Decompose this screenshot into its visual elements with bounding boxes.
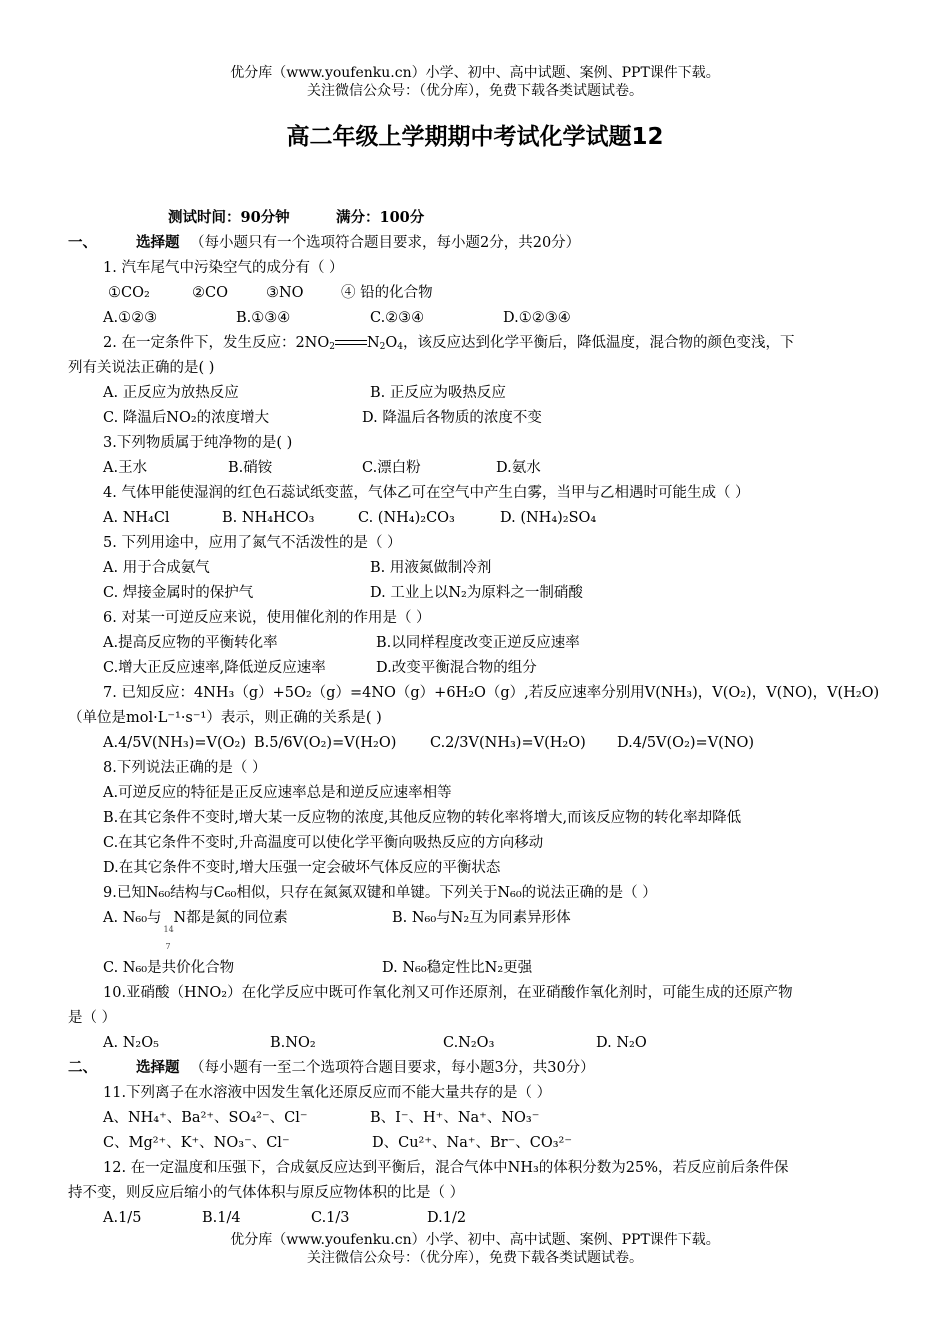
q10-stem-line-2: 是（ ） (68, 1010, 117, 1026)
footer-line-2: 关注微信公众号：（优分库），免费下载各类试题试卷。 (307, 1250, 643, 1266)
q7-option-b: B.5/6V(O₂)=V(H₂O) (254, 735, 397, 751)
q9-option-a-pre: A. N₆₀与 (103, 910, 162, 926)
q5-stem: 5. 下列用途中，应用了氮气不活泼性的是（ ） (103, 535, 402, 551)
q10-option-c: C.N₂O₃ (443, 1035, 495, 1051)
q11-option-a: A、NH₄⁺、Ba²⁺、SO₄²⁻、Cl⁻ (103, 1110, 308, 1126)
q1-item-3: ③NO (266, 285, 304, 301)
q11-option-d: D、Cu²⁺、Na⁺、Br⁻、CO₃²⁻ (372, 1135, 573, 1151)
q8-stem: 8.下列说法正确的是（ ） (103, 760, 267, 776)
q1-option-b: B.①③④ (236, 310, 291, 326)
q7-stem-line-2: （单位是mol·L⁻¹·s⁻¹）表示，则正确的关系是( ) (68, 710, 382, 726)
q4-option-b: B. NH₄HCO₃ (222, 510, 315, 526)
q10-option-a: A. N₂O₅ (103, 1035, 159, 1051)
q4-option-c: C. (NH₄)₂CO₃ (358, 510, 455, 526)
equilibrium-arrow-icon (335, 339, 367, 347)
q2-option-b: B. 正反应为吸热反应 (370, 385, 506, 401)
q5-option-a: A. 用于合成氨气 (103, 560, 210, 576)
q2-option-d: D. 降温后各物质的浓度不变 (362, 410, 542, 426)
q9-option-c: C. N₆₀是共价化合物 (103, 960, 235, 976)
q1-option-c: C.②③④ (370, 310, 425, 326)
q11-stem: 11.下列离子在水溶液中因发生氧化还原反应而不能大量共存的是（ ） (103, 1085, 552, 1101)
q1-item-2: ②CO (192, 285, 228, 301)
q6-option-d: D.改变平衡混合物的组分 (376, 660, 537, 676)
q3-stem: 3.下列物质属于纯净物的是( ) (103, 435, 293, 451)
footer-line-1: 优分库（www.youfenku.cn）小学、初中、高中试题、案例、PPT课件下载。 (230, 1232, 720, 1248)
q1-item-1: ①CO₂ (108, 285, 150, 301)
q12-option-d: D.1/2 (427, 1210, 467, 1226)
isotope-mass-number: 14 (163, 925, 174, 934)
q1-item-4: ④ 铅的化合物 (341, 285, 433, 301)
q4-option-d: D. (NH₄)₂SO₄ (500, 510, 597, 526)
header-line-1: 优分库（www.youfenku.cn）小学、初中、高中试题、案例、PPT课件下载。 (230, 65, 720, 81)
q6-option-a: A.提高反应物的平衡转化率 (103, 635, 278, 651)
q4-stem: 4. 气体甲能使湿润的红色石蕊试纸变蓝，气体乙可在空气中产生白雾，当甲与乙相遇时可能生成（ ） (103, 485, 750, 501)
q8-option-a: A.可逆反应的特征是正反应速率总是和逆反应速率相等 (103, 785, 452, 801)
q2-option-c: C. 降温后NO₂的浓度增大 (103, 410, 270, 426)
q6-option-b: B.以同样程度改变正逆反应速率 (376, 635, 580, 651)
q2-option-a: A. 正反应为放热反应 (103, 385, 239, 401)
q7-option-a: A.4/5V(NH₃)=V(O₂) (103, 735, 246, 751)
q2-stem-line-2: 列有关说法正确的是( ) (68, 360, 215, 376)
header-line-2: 关注微信公众号：（优分库），免费下载各类试题试卷。 (307, 83, 643, 99)
section2-number: 二、 (68, 1059, 97, 1076)
q10-option-d: D. N₂O (596, 1035, 647, 1051)
q12-option-c: C.1/3 (311, 1210, 350, 1226)
q12-option-b: B.1/4 (202, 1210, 241, 1226)
page-title: 高二年级上学期期中考试化学试题12 (286, 124, 664, 150)
exam-time: 测试时间：90分钟 (168, 209, 290, 226)
q3-option-a: A.王水 (103, 460, 148, 476)
q5-option-c: C. 焊接金属时的保护气 (103, 585, 254, 601)
q7-option-d: D.4/5V(O₂)=V(NO) (617, 735, 755, 751)
q12-option-a: A.1/5 (103, 1210, 142, 1226)
q11-option-c: C、Mg²⁺、K⁺、NO₃⁻、Cl⁻ (103, 1135, 290, 1151)
section1-desc: （每小题只有一个选项符合题目要求，每小题2分，共20分） (190, 235, 581, 251)
isotope-atomic-number: 7 (165, 942, 171, 951)
q8-option-b: B.在其它条件不变时,增大某一反应物的浓度,其他反应物的转化率将增大,而该反应物的转化率却降低 (103, 810, 742, 826)
section1-number: 一、 (68, 234, 97, 251)
q5-option-d: D. 工业上以N₂为原料之一制硝酸 (370, 585, 583, 601)
q9-option-a (103, 908, 288, 951)
q9-option-a-post: N都是氮的同位素 (173, 910, 288, 926)
q6-stem: 6. 对某一可逆反应来说，使用催化剂的作用是（ ） (103, 610, 431, 626)
q3-option-b: B.硝铵 (228, 460, 273, 476)
q10-stem: 10.亚硝酸（HNO₂）在化学反应中既可作氧化剂又可作还原剂，在亚硝酸作氧化剂时，可能生成的还原产物 (103, 985, 793, 1001)
q2-stem-post: ，该反应达到化学平衡后，降低温度，混合物的颜色变浅，下 (403, 335, 795, 351)
q6-option-c: C.增大正反应速率,降低逆反应速率 (103, 660, 326, 676)
q4-option-a: A. NH₄Cl (103, 510, 170, 526)
full-score: 满分：100分 (336, 209, 425, 226)
q8-option-c: C.在其它条件不变时,升高温度可以使化学平衡向吸热反应的方向移动 (103, 835, 544, 851)
q3-option-d: D.氨水 (496, 460, 541, 476)
q9-option-b: B. N₆₀与N₂互为同素异形体 (392, 910, 571, 926)
q1-stem: 1. 汽车尾气中污染空气的成分有（ ） (103, 260, 344, 276)
q11-option-b: B、I⁻、H⁺、Na⁺、NO₃⁻ (370, 1110, 540, 1126)
q9-stem: 9.已知N₆₀结构与C₆₀相似，只存在氮氮双键和单键。下列关于N₆₀的说法正确的是（ ） (103, 885, 657, 901)
section2-desc: （每小题有一至二个选项符合题目要求，每小题3分，共30分） (190, 1060, 595, 1076)
section1-name: 选择题 (136, 234, 180, 251)
section2-name: 选择题 (136, 1059, 180, 1076)
q7-stem: 7. 已知反应：4NH₃（g）+5O₂（g）=4NO（g）+6H₂O（g）,若反应速率分别用V(NH₃)，V(O₂)，V(NO)，V(H₂O) (103, 685, 880, 701)
q1-option-a: A.①②③ (103, 310, 158, 326)
q12-stem-line-2: 持不变，则反应后缩小的气体体积与原反应物体积的比是（ ） (68, 1185, 465, 1201)
q9-option-d: D. N₆₀稳定性比N₂更强 (382, 960, 533, 976)
q12-stem: 12. 在一定温度和压强下，合成氨反应达到平衡后，混合气体中NH₃的体积分数为25%，若反应前后条件保 (103, 1160, 789, 1176)
q2-stem: 2. 在一定条件下，发生反应：$2NO_2$ $N_2O_4$，该反应达到化学平衡后，降低温度，混合物的颜色变浅，下 (103, 335, 795, 352)
q1-option-d: D.①②③④ (503, 310, 571, 326)
q7-option-c: C.2/3V(NH₃)=V(H₂O) (430, 735, 586, 751)
q8-option-d: D.在其它条件不变时,增大压强一定会破坏气体反应的平衡状态 (103, 860, 501, 876)
q10-option-b: B.NO₂ (270, 1035, 316, 1051)
q3-option-c: C.漂白粉 (362, 460, 421, 476)
q2-stem-pre: 2. 在一定条件下，发生反应：2NO (103, 335, 330, 351)
q5-option-b: B. 用液氮做制冷剂 (370, 560, 492, 576)
